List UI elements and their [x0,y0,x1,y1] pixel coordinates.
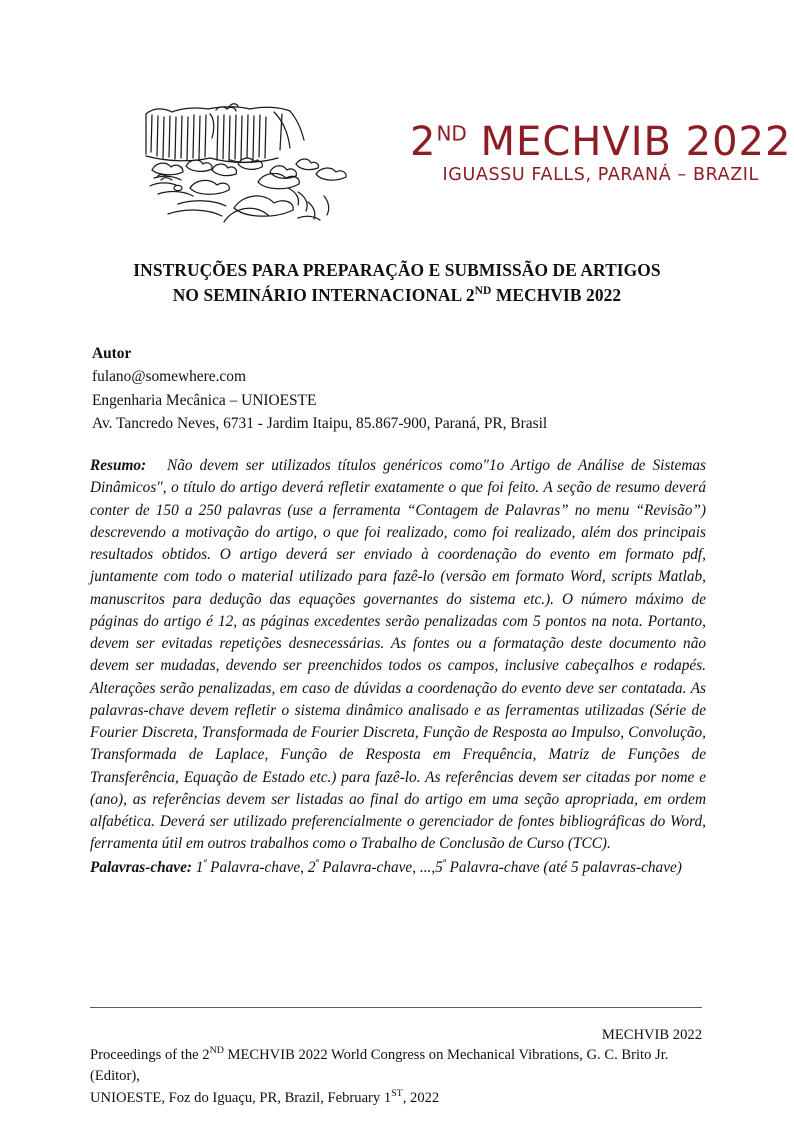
footer-divider [90,1007,702,1008]
footer-line2-a: UNIOESTE, Foz do Iguaçu, PR, Brazil, February 1 [90,1090,392,1107]
author-affiliation: Engenharia Mecânica – UNIOESTE [92,391,317,409]
abstract-spacer [146,457,167,474]
footer-line1-superscript: ND [209,1045,224,1056]
abstract-label: Resumo: [90,457,147,474]
author-email: fulano@somewhere.com [92,368,246,386]
footer-line2-superscript: ST [391,1088,403,1100]
footer-line2-b: , 2022 [402,1090,440,1107]
author-block [92,342,706,436]
iguassu-falls-line-drawing-icon [138,92,360,230]
conference-header [90,92,792,232]
footer-citation [90,1044,706,1109]
conference-logo-subtitle: IGUASSU FALLS, PARANÁ – BRAZIL [442,165,759,185]
keyword-1-text: Palavra-chave, 2 [206,858,316,876]
page-title-line2-a: NO SEMINÁRIO INTERNACIONAL 2 [172,284,475,305]
author-address: Av. Tancredo Neves, 6731 - Jardim Itaipu, 85.867-900, Paraná, PR, Brasil [92,415,548,433]
logo-main-rest: MECHVIB 2022 [466,119,792,165]
footer-line1-b: MECHVIB 2022 World Congress on Mechanical Vibrations, G. C. Brito Jr. (Editor), [90,1046,669,1085]
conference-logo-text [410,119,792,185]
keywords-line [90,856,706,879]
keyword-3-ordinal: ª [442,857,446,869]
page-title-line2-b: MECHVIB 2022 [491,284,622,305]
conference-logo-title [410,119,792,165]
keyword-1-number: 1 [195,858,204,876]
page-title-superscript: ND [474,284,492,297]
keyword-1-ordinal: ª [203,857,207,869]
keyword-2-text: Palavra-chave, ...,5 [318,858,443,876]
page-title-line1: INSTRUÇÕES PARA PREPARAÇÃO E SUBMISSÃO DE ARTIGOS [133,260,661,280]
author-name: Autor [92,345,132,362]
footer-line1-a: Proceedings of the 2 [90,1046,210,1063]
page-title [90,258,704,307]
abstract-paragraph [90,455,706,856]
keyword-3-text: Palavra-chave (até 5 palavras-chave) [445,858,682,876]
logo-main-superscript: ND [436,121,467,146]
footer-conference-label: MECHVIB 2022 [601,1027,702,1043]
keyword-2-ordinal: ª [315,857,319,869]
keywords-label: Palavras-chave: [90,858,192,876]
logo-main-prefix: 2 [410,119,437,165]
abstract-text: Não devem ser utilizados títulos genéricos como"1o Artigo de Análise de Sistemas Dinâmicos", o título do artigo deverá refletir exatamente o que foi feito. A seção de resumo deverá conter de 150 a 250 palavras (use a ferramenta “Contagem de Palavras” no menu “Revisão”) descrevendo a motivação do artigo, o que foi realizado, como foi realizado, além dos principais resultados obtidos. O artigo deverá ser enviado à coordenação do evento em formato pdf, juntamente com todo o material utilizado para fazê-lo (versão em formato Word, scripts Matlab, manuscritos para dedução das equações governantes do sistema etc.). O número máximo de páginas do artigo é 12, as páginas excedentes serão penalizadas com 5 pontos na nota. Portanto, devem ser evitadas repetições desnecessárias. As fontes ou a formatação deste documento não devem ser mudadas, devendo ser preenchidos todos os campos, inclusive cabeçalhos e rodapés. Alterações serão penalizadas, em caso de dúvidas a coordenação do evento deve ser contatada. As palavras-chave devem refletir o sistema dinâmico analisado e as ferramentas utilizadas (Série de Fourier Discreta, Transformada de Fourier Discreta, Função de Resposta ao Impulso, Convolução, Transformada de Laplace, Função de Resposta em Frequência, Matriz de Funções de Transferência, Equação de Estado etc.) para fazê-lo. As referências devem ser citadas por nome e (ano), as referências devem ser listadas ao final do artigo em uma seção apropriada, em ordem alfabética. Deverá ser utilizado preferencialmente o gerenciador de fontes bibliográficas do Word, ferramenta útil em outros trabalhos como o Trabalho de Conclusão de Curso (TCC). [90,457,706,853]
abstract-section [90,455,706,879]
